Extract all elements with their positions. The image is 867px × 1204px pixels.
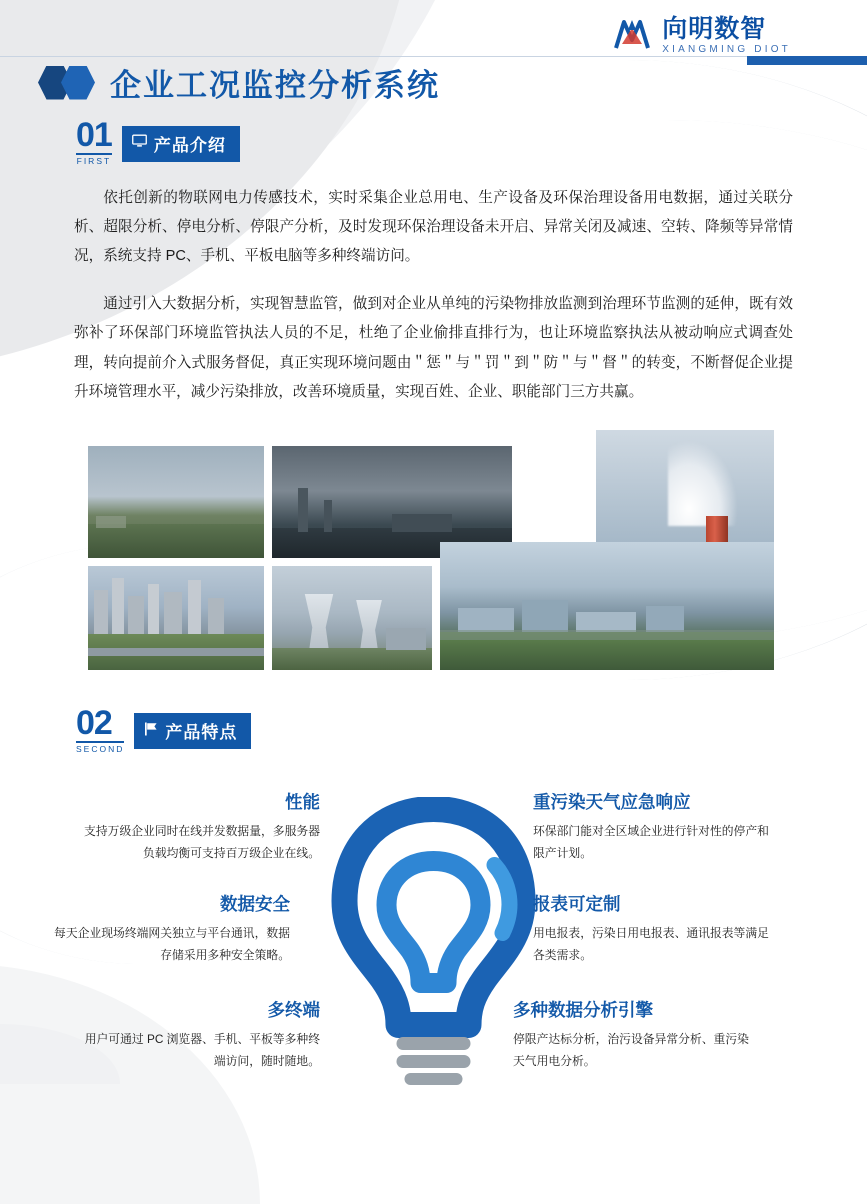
- feature-item-multi-terminal: [78, 997, 320, 1073]
- photo-collage: [88, 430, 779, 670]
- monitor-icon: [132, 133, 147, 153]
- page-title-text: 企业工况监控分析系统: [110, 68, 440, 103]
- brand-name-cn: 向明数智: [662, 15, 767, 44]
- page-header: [0, 0, 867, 118]
- feature-item-custom-reports: [533, 891, 775, 967]
- lightbulb-icon: [326, 797, 541, 1097]
- feature-diagram: [0, 779, 867, 1109]
- section-number-text: 02: [76, 703, 112, 742]
- section-number-text: 01: [76, 116, 112, 154]
- flag-icon: [144, 721, 158, 741]
- section-label-02: [134, 713, 251, 749]
- hex-pair-icon: [38, 66, 96, 100]
- intro-paragraph-1: 依托创新的物联网电力传感技术，实时采集企业总用电、生产设备及环保治理设备用电数据，通过关联分析、超限分析、停电分析、停限产分析，及时发现环保治理设备未开启、异常关闭及减速、空转、降频等异常情况，系统支持 PC、手机、平板电脑等多种终端访问。: [74, 189, 793, 265]
- section-label-text: 产品特点: [165, 723, 238, 743]
- section-heading-02: [76, 703, 867, 754]
- section-label-text: 产品介绍: [153, 135, 226, 155]
- feature-body: 用电报表，污染日用电报表、通讯报表等满足各类需求。: [533, 926, 769, 963]
- section-number-02: [76, 703, 125, 754]
- feature-item-data-security: [48, 891, 290, 967]
- feature-title: 报表可定制: [533, 894, 621, 915]
- brand-logo: [610, 14, 791, 58]
- page-title: [38, 60, 440, 105]
- feature-title: 性能: [285, 792, 320, 813]
- feature-item-performance: [78, 789, 320, 865]
- section-ordinal-text: SECOND: [76, 741, 124, 754]
- feature-item-heavy-pollution-response: [533, 789, 775, 865]
- section-number-01: [76, 118, 112, 166]
- brand-text: [662, 16, 791, 56]
- smoke-plume: [668, 440, 738, 526]
- xm-monogram-icon: [610, 14, 654, 58]
- feature-body: 停限产达标分析，治污设备异常分析、重污染天气用电分析。: [513, 1032, 749, 1069]
- feature-title: 多终端: [267, 1000, 320, 1021]
- section-product-intro: [0, 118, 867, 670]
- photo-city-skyline: [88, 566, 264, 670]
- feature-body: 环保部门能对全区域企业进行针对性的停产和限产计划。: [533, 824, 769, 861]
- feature-body: 每天企业现场终端网关独立与平台通讯，数据存储采用多种安全策略。: [54, 926, 290, 963]
- feature-body: 用户可通过 PC 浏览器、手机、平板等多种终端访问，随时随地。: [84, 1032, 320, 1069]
- feature-item-analysis-engines: [513, 997, 755, 1073]
- section-product-features: [0, 703, 867, 1110]
- section-ordinal-text: FIRST: [76, 153, 112, 166]
- section-label-01: [122, 126, 240, 162]
- photo-cooling-towers: [272, 566, 432, 670]
- photo-cloudy-field: [88, 446, 264, 558]
- feature-title: 数据安全: [220, 894, 290, 915]
- feature-body: 支持万级企业同时在线并发数据量，多服务器负载均衡可支持百万级企业在线。: [84, 824, 320, 861]
- feature-title: 多种数据分析引擎: [513, 1000, 653, 1021]
- intro-paragraph-2: 通过引入大数据分析，实现智慧监管，做到对企业从单纯的污染物排放监测到治理环节监测的延伸，既有效弥补了环保部门环境监管执法人员的不足，杜绝了企业偷排直排行为，也让环境监察执法从被动响应式调查处理，转向提前介入式服务督促，真正实现环境问题由＂惩＂与＂罚＂到＂防＂与＂督＂的转变，不断督促企业提升环境管理水平，减少污染排放，改善环境质量，实现百姓、企业、职能部门三方共赢。: [74, 295, 793, 401]
- section-heading-01: [76, 118, 867, 166]
- feature-title: 重污染天气应急响应: [533, 792, 691, 813]
- brand-name-en: XIANGMING DIOT: [662, 44, 791, 56]
- photo-industrial-panorama: [440, 542, 774, 670]
